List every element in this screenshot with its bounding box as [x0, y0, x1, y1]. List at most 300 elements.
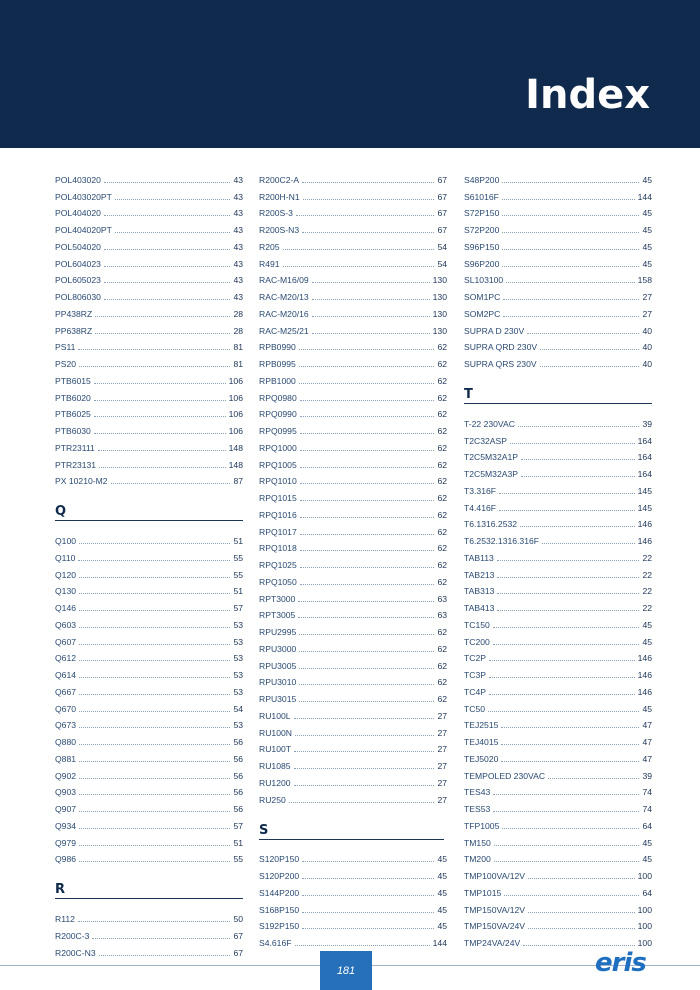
entry-page: 63 — [437, 610, 447, 621]
index-entry — [259, 252, 447, 269]
entry-code: TAB213 — [464, 569, 495, 580]
entry-code: TEMPOLED 230VAC — [464, 770, 546, 781]
entry-code: S192P150 — [259, 921, 300, 932]
dot-leader — [283, 266, 435, 267]
dot-leader — [111, 483, 231, 484]
dot-leader — [520, 526, 635, 527]
index-entry — [259, 386, 447, 403]
dot-leader — [489, 660, 635, 661]
entry-code: TMP24VA/24V — [464, 938, 521, 948]
entry-page: 40 — [642, 342, 652, 353]
entry-code: POL404020 — [55, 208, 101, 219]
index-entry — [55, 185, 243, 202]
dot-leader — [494, 861, 640, 862]
dot-leader — [502, 249, 639, 250]
index-entry — [259, 470, 447, 487]
dot-leader — [294, 768, 435, 769]
entry-page: 27 — [437, 727, 447, 738]
entry-page: 45 — [437, 904, 447, 915]
index-entry — [464, 496, 652, 513]
index-entry — [259, 352, 447, 369]
entry-code: PTB6015 — [55, 375, 91, 386]
entry-page: 62 — [437, 526, 447, 537]
dot-leader — [295, 945, 430, 946]
dot-leader — [300, 567, 435, 568]
entry-code: TC150 — [464, 619, 490, 630]
entry-code: S144P200 — [259, 887, 300, 898]
index-entry — [464, 647, 652, 664]
entry-code: PP438RZ — [55, 308, 93, 319]
entry-page: 62 — [437, 342, 447, 353]
entry-page: 145 — [637, 502, 652, 513]
entry-code: T6.1316.2532 — [464, 519, 518, 530]
index-entry — [464, 462, 652, 479]
dot-leader — [299, 634, 434, 635]
index-entry — [55, 202, 243, 219]
index-entry — [55, 697, 243, 714]
index-entry — [259, 520, 447, 537]
entry-code: PS11 — [55, 342, 76, 353]
entry-code: TMP100VA/12V — [464, 871, 525, 881]
entry-page: 63 — [437, 593, 447, 604]
entry-page: 54 — [437, 241, 447, 252]
dot-leader — [299, 684, 434, 685]
dot-leader — [302, 928, 434, 929]
index-entry — [259, 881, 447, 898]
dot-leader — [497, 610, 639, 611]
index-entry — [259, 570, 447, 587]
dot-leader — [503, 316, 639, 317]
index-entry — [259, 336, 447, 353]
entry-page: 53 — [233, 653, 243, 664]
index-entry — [464, 412, 652, 429]
dot-leader — [497, 593, 639, 594]
entry-code: SOM1PC — [464, 292, 501, 302]
entry-code: S61016F — [464, 191, 499, 202]
entry-code: RPB0995 — [259, 359, 296, 369]
entry-code: TES43 — [464, 787, 491, 798]
entry-code: T3.316F — [464, 485, 497, 496]
entry-page: 47 — [642, 720, 652, 731]
entry-page: 164 — [637, 452, 652, 463]
index-entry — [464, 252, 652, 269]
dot-leader — [79, 811, 230, 812]
entry-page: 22 — [642, 586, 652, 597]
dot-leader — [542, 543, 635, 544]
entry-code: SUPRA QRD 230V — [464, 342, 538, 353]
dot-leader — [300, 584, 435, 585]
entry-page: 27 — [437, 794, 447, 805]
index-entry — [464, 630, 652, 647]
entry-code: TEJ4015 — [464, 737, 499, 747]
entry-code: R200C-N3 — [55, 947, 96, 958]
dot-leader — [502, 215, 639, 216]
index-entry — [259, 654, 447, 671]
dot-leader — [300, 534, 435, 535]
index-entry — [55, 941, 243, 958]
dot-leader — [300, 400, 435, 401]
entry-page: 27 — [642, 292, 652, 302]
entry-code: PTB6030 — [55, 426, 91, 436]
index-entry — [55, 663, 243, 680]
dot-leader — [99, 467, 226, 468]
entry-code: Q100 — [55, 536, 77, 546]
entry-code: RPB1000 — [259, 375, 296, 386]
entry-code: Q881 — [55, 753, 77, 764]
dot-leader — [79, 845, 230, 846]
entry-code: PP638RZ — [55, 325, 93, 336]
entry-page: 27 — [437, 710, 447, 721]
entry-code: R112 — [55, 914, 75, 924]
dot-leader — [115, 232, 231, 233]
entry-page: 22 — [642, 552, 652, 563]
entry-page: 45 — [437, 921, 447, 932]
entry-code: T2C5M32A3P — [464, 469, 518, 479]
dot-leader — [300, 483, 435, 484]
index-entry — [55, 403, 243, 420]
entry-code: RPQ0980 — [259, 392, 297, 403]
entry-page: 43 — [233, 258, 243, 269]
index-entry — [464, 714, 652, 731]
entry-code: S4.616F — [259, 938, 292, 948]
index-entry — [464, 446, 652, 463]
dot-leader — [501, 744, 639, 745]
entry-page: 62 — [437, 409, 447, 420]
entry-code: R491 — [259, 258, 280, 269]
dot-leader — [528, 912, 635, 913]
entry-code: RPQ1018 — [259, 543, 297, 554]
index-entry — [55, 714, 243, 731]
dot-leader — [502, 266, 639, 267]
entry-code: TAB313 — [464, 586, 495, 597]
dot-leader — [300, 450, 435, 451]
dot-leader — [79, 727, 230, 728]
entry-page: 62 — [437, 677, 447, 688]
dot-leader — [79, 577, 230, 578]
entry-page: 45 — [642, 258, 652, 269]
index-entry — [464, 580, 652, 597]
index-entry — [259, 788, 447, 805]
entry-page: 45 — [642, 619, 652, 630]
dot-leader — [104, 215, 231, 216]
entry-page: 148 — [228, 442, 243, 453]
index-entry — [464, 269, 652, 286]
index-entry — [464, 898, 652, 915]
entry-code: RPQ1050 — [259, 576, 297, 587]
index-entry — [259, 436, 447, 453]
dot-leader — [78, 921, 231, 922]
entry-page: 51 — [233, 837, 243, 848]
index-entry — [55, 269, 243, 286]
index-entry — [259, 319, 447, 336]
index-entry — [464, 915, 652, 932]
entry-code: TAB413 — [464, 603, 495, 613]
entry-code: S120P150 — [259, 854, 300, 865]
entry-code: TM200 — [464, 854, 491, 865]
dot-leader — [300, 467, 435, 468]
entry-code: PTB6020 — [55, 392, 91, 403]
index-entry — [259, 771, 447, 788]
entry-page: 45 — [642, 241, 652, 252]
dot-leader — [299, 366, 435, 367]
entry-page: 43 — [233, 275, 243, 286]
index-entry — [55, 924, 243, 941]
entry-page: 100 — [637, 904, 652, 915]
entry-code: RPQ1010 — [259, 476, 297, 487]
entry-page: 67 — [233, 947, 243, 958]
entry-page: 62 — [437, 459, 447, 470]
index-entry — [55, 781, 243, 798]
index-column-3 — [464, 168, 652, 948]
entry-page: 146 — [637, 670, 652, 680]
entry-code: SOM2PC — [464, 308, 501, 319]
entry-code: TEJ2515 — [464, 720, 499, 731]
entry-page: 62 — [437, 660, 447, 671]
index-entry — [259, 604, 447, 621]
entry-code: TMP150VA/12V — [464, 904, 525, 915]
entry-page: 62 — [437, 392, 447, 403]
entry-page: 45 — [642, 174, 652, 185]
entry-code: Q979 — [55, 837, 77, 848]
dot-leader — [94, 383, 226, 384]
entry-page: 57 — [233, 820, 243, 831]
entry-page: 64 — [642, 887, 652, 898]
index-entry — [464, 513, 652, 530]
entry-code: Q903 — [55, 787, 77, 798]
index-entry — [464, 285, 652, 302]
entry-page: 54 — [437, 258, 447, 269]
index-entry — [55, 814, 243, 831]
entry-code: RU250 — [259, 794, 286, 805]
entry-page: 62 — [437, 576, 447, 587]
dot-leader — [94, 400, 226, 401]
entry-page: 146 — [637, 519, 652, 530]
entry-page: 27 — [642, 308, 652, 319]
index-entry — [259, 848, 447, 865]
entry-code: RU100T — [259, 744, 291, 755]
entry-page: 55 — [233, 569, 243, 580]
index-entry — [464, 613, 652, 630]
dot-leader — [528, 928, 635, 929]
entry-page: 45 — [437, 887, 447, 898]
entry-code: TEJ5020 — [464, 753, 499, 764]
index-entry — [464, 202, 652, 219]
entry-page: 45 — [642, 636, 652, 647]
entry-code: T4.416F — [464, 502, 497, 513]
entry-code: Q110 — [55, 552, 76, 563]
entry-code: POL403020 — [55, 174, 101, 185]
index-entry — [55, 730, 243, 747]
index-entry — [259, 369, 447, 386]
entry-code: T2C32ASP — [464, 435, 507, 446]
entry-page: 106 — [228, 392, 243, 403]
index-entry — [259, 687, 447, 704]
entry-page: 144 — [432, 938, 447, 948]
entry-code: RPQ1017 — [259, 526, 297, 537]
index-entry — [464, 546, 652, 563]
entry-page: 56 — [233, 737, 243, 747]
entry-code: RPU3010 — [259, 677, 297, 688]
dot-leader — [79, 627, 230, 628]
entry-page: 144 — [637, 191, 652, 202]
dot-leader — [506, 282, 634, 283]
entry-page: 100 — [637, 938, 652, 948]
index-entry — [259, 302, 447, 319]
dot-leader — [518, 426, 639, 427]
entry-page: 53 — [233, 720, 243, 731]
dot-leader — [294, 751, 434, 752]
page-number: 181 — [320, 951, 372, 990]
entry-code: RPQ0990 — [259, 409, 297, 420]
entry-code: S168P150 — [259, 904, 300, 915]
dot-leader — [497, 560, 640, 561]
dot-leader — [79, 677, 230, 678]
entry-page: 130 — [432, 308, 447, 319]
entry-page: 45 — [642, 837, 652, 848]
dot-leader — [296, 215, 435, 216]
entry-page: 62 — [437, 442, 447, 453]
entry-page: 40 — [642, 325, 652, 336]
index-entry — [464, 185, 652, 202]
entry-code: TC200 — [464, 636, 490, 647]
entry-code: Q673 — [55, 720, 77, 731]
index-entry — [259, 269, 447, 286]
index-entry — [464, 814, 652, 831]
entry-page: 50 — [233, 914, 243, 924]
index-entry — [464, 747, 652, 764]
entry-code: Q667 — [55, 686, 77, 697]
dot-leader — [95, 333, 230, 334]
entry-code: TES53 — [464, 804, 491, 814]
entry-code: RPU3005 — [259, 660, 297, 671]
section-heading — [55, 503, 243, 521]
entry-page: 45 — [437, 871, 447, 881]
entry-code: Q614 — [55, 670, 77, 680]
index-entry — [259, 202, 447, 219]
dot-leader — [299, 701, 434, 702]
entry-code: R200C-3 — [55, 930, 90, 941]
index-entry — [55, 613, 243, 630]
entry-code: TMP150VA/24V — [464, 921, 525, 932]
index-entry — [259, 503, 447, 520]
dot-leader — [92, 938, 230, 939]
dot-leader — [501, 727, 639, 728]
index-entry — [259, 218, 447, 235]
index-entry — [55, 596, 243, 613]
entry-code: TAB113 — [464, 552, 494, 563]
entry-page: 39 — [642, 770, 652, 781]
dot-leader — [299, 668, 434, 669]
entry-code: RU100L — [259, 710, 291, 721]
dot-leader — [493, 811, 639, 812]
index-entry — [464, 302, 652, 319]
entry-code: RAC-M20/13 — [259, 292, 309, 302]
dot-leader — [94, 433, 226, 434]
entry-code: TFP1005 — [464, 820, 500, 831]
dot-leader — [300, 416, 435, 417]
entry-code: POL806030 — [55, 292, 101, 302]
entry-page: 62 — [437, 560, 447, 570]
index-entry — [55, 352, 243, 369]
dot-leader — [489, 677, 635, 678]
entry-code: S48P200 — [464, 174, 500, 185]
dot-leader — [510, 443, 635, 444]
entry-page: 22 — [642, 603, 652, 613]
entry-code: R200S-N3 — [259, 225, 300, 235]
index-entry — [259, 453, 447, 470]
dot-leader — [488, 711, 639, 712]
index-entry — [55, 218, 243, 235]
dot-leader — [527, 333, 639, 334]
dot-leader — [79, 744, 230, 745]
entry-code: RAC-M16/09 — [259, 275, 309, 286]
dot-leader — [504, 895, 639, 896]
index-entry — [55, 797, 243, 814]
entry-page: 47 — [642, 753, 652, 764]
index-entry — [259, 419, 447, 436]
entry-page: 43 — [233, 191, 243, 202]
dot-leader — [302, 232, 434, 233]
entry-code: Q603 — [55, 619, 77, 630]
index-entry — [55, 907, 243, 924]
entry-code: POL403020PT — [55, 191, 112, 202]
dot-leader — [298, 617, 434, 618]
section-letter: Q — [55, 504, 67, 520]
entry-page: 39 — [642, 418, 652, 429]
entry-page: 53 — [233, 670, 243, 680]
entry-page: 45 — [642, 854, 652, 865]
entry-page: 53 — [233, 619, 243, 630]
dot-leader — [503, 299, 639, 300]
entry-page: 100 — [637, 921, 652, 932]
index-entry — [55, 252, 243, 269]
entry-code: TMP1015 — [464, 887, 502, 898]
index-entry — [55, 302, 243, 319]
entry-page: 56 — [233, 753, 243, 764]
index-entry — [259, 864, 447, 881]
entry-code: RAC-M20/16 — [259, 308, 309, 319]
index-entry — [464, 429, 652, 446]
dot-leader — [300, 517, 435, 518]
index-entry — [464, 218, 652, 235]
index-entry — [464, 352, 652, 369]
entry-page: 45 — [437, 854, 447, 865]
entry-code: S72P150 — [464, 208, 500, 219]
entry-code: Q880 — [55, 737, 77, 747]
section-letter: S — [259, 822, 269, 838]
entry-code: R205 — [259, 241, 280, 252]
entry-page: 27 — [437, 744, 447, 755]
index-entry — [55, 386, 243, 403]
dot-leader — [493, 644, 640, 645]
entry-page: 62 — [437, 509, 447, 520]
dot-leader — [295, 735, 434, 736]
entry-page: 55 — [233, 552, 243, 563]
dot-leader — [79, 610, 230, 611]
entry-code: Q607 — [55, 636, 77, 647]
entry-page: 106 — [228, 409, 243, 420]
dot-leader — [493, 627, 640, 628]
entry-page: 67 — [437, 191, 447, 202]
dot-leader — [299, 349, 435, 350]
index-entry — [259, 403, 447, 420]
dot-leader — [104, 299, 231, 300]
dot-leader — [79, 543, 230, 544]
dot-leader — [79, 778, 230, 779]
entry-page: 43 — [233, 241, 243, 252]
dot-leader — [312, 282, 430, 283]
section-heading — [259, 822, 444, 840]
